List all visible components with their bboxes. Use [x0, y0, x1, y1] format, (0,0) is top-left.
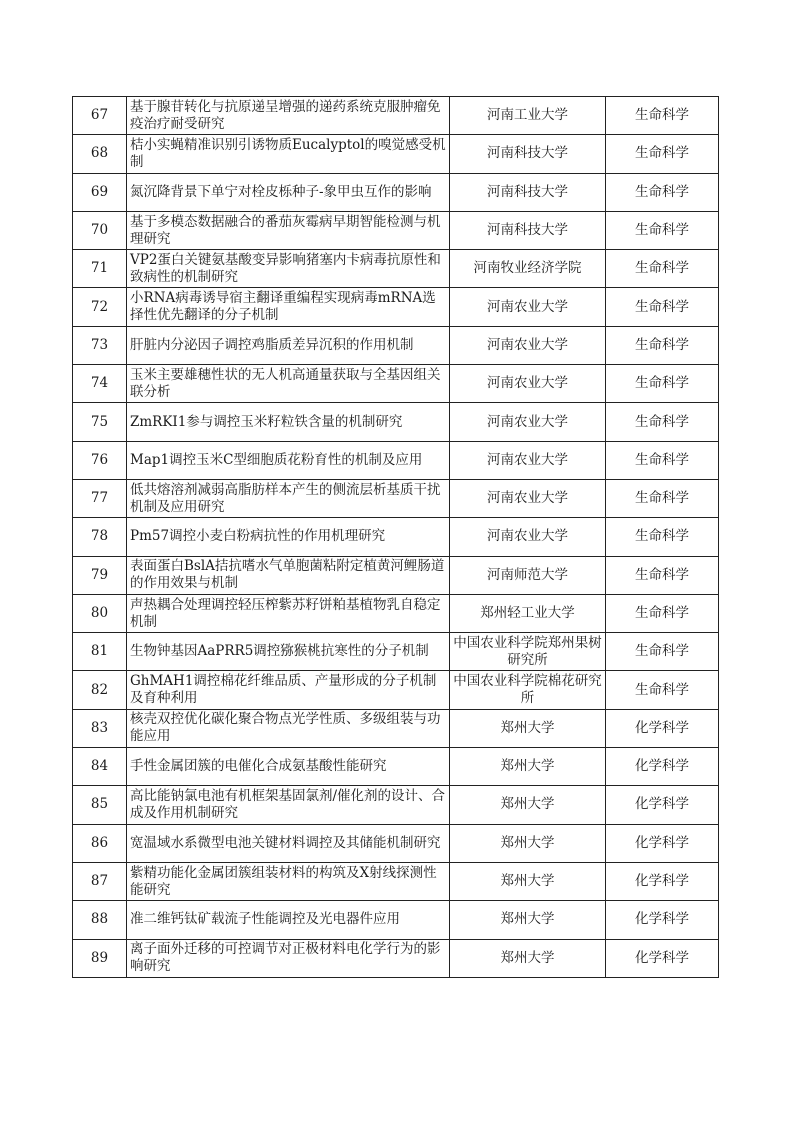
row-number: 69 [73, 173, 127, 211]
table-row [73, 365, 719, 403]
discipline: 化学科学 [606, 901, 719, 939]
institution: 河南科技大学 [450, 135, 606, 173]
institution: 河南农业大学 [450, 518, 606, 556]
row-number: 87 [73, 862, 127, 900]
row-number: 73 [73, 326, 127, 364]
table-row [73, 441, 719, 479]
project-title: 玉米主要雄穗性状的无人机高通量获取与全基因组关联分析 [127, 365, 450, 403]
table-row [73, 862, 719, 900]
project-title: 表面蛋白BslA拮抗嗜水气单胞菌粘附定植黄河鲤肠道的作用效果与机制 [127, 556, 450, 594]
project-title: 手性金属团簇的电催化合成氨基酸性能研究 [127, 748, 450, 786]
project-title: 小RNA病毒诱导宿主翻译重编程实现病毒mRNA选择性优先翻译的分子机制 [127, 288, 450, 326]
project-title: 高比能钠氯电池有机框架基固氯剂/催化剂的设计、合成及作用机制研究 [127, 786, 450, 824]
project-table [72, 96, 719, 978]
institution: 河南农业大学 [450, 365, 606, 403]
institution: 河南科技大学 [450, 211, 606, 249]
discipline: 化学科学 [606, 709, 719, 747]
project-title: Pm57调控小麦白粉病抗性的作用机理研究 [127, 518, 450, 556]
institution: 中国农业科学院郑州果树研究所 [450, 633, 606, 671]
table-row [73, 135, 719, 173]
row-number: 79 [73, 556, 127, 594]
institution: 郑州大学 [450, 824, 606, 862]
discipline: 生命科学 [606, 518, 719, 556]
table-row [73, 901, 719, 939]
table-row [73, 556, 719, 594]
discipline: 化学科学 [606, 786, 719, 824]
row-number: 86 [73, 824, 127, 862]
project-title: 基于腺苷转化与抗原递呈增强的递药系统克服肿瘤免疫治疗耐受研究 [127, 97, 450, 135]
discipline: 生命科学 [606, 211, 719, 249]
project-title: VP2蛋白关键氨基酸变异影响猪塞内卡病毒抗原性和致病性的机制研究 [127, 250, 450, 288]
discipline: 生命科学 [606, 556, 719, 594]
project-title: 桔小实蝇精准识别引诱物质Eucalyptol的嗅觉感受机制 [127, 135, 450, 173]
table-row [73, 518, 719, 556]
row-number: 80 [73, 594, 127, 632]
discipline: 化学科学 [606, 748, 719, 786]
table-row [73, 939, 719, 977]
institution: 河南牧业经济学院 [450, 250, 606, 288]
discipline: 生命科学 [606, 633, 719, 671]
table-row [73, 786, 719, 824]
project-title: 离子面外迁移的可控调节对正极材料电化学行为的影响研究 [127, 939, 450, 977]
project-title: 核壳双控优化碳化聚合物点光学性质、多级组装与功能应用 [127, 709, 450, 747]
row-number: 78 [73, 518, 127, 556]
institution: 中国农业科学院棉花研究所 [450, 671, 606, 709]
table-row [73, 748, 719, 786]
table-row [73, 211, 719, 249]
discipline: 生命科学 [606, 173, 719, 211]
row-number: 83 [73, 709, 127, 747]
institution: 河南科技大学 [450, 173, 606, 211]
discipline: 化学科学 [606, 824, 719, 862]
project-title: 紫精功能化金属团簇组装材料的构筑及X射线探测性能研究 [127, 862, 450, 900]
project-title: ZmRKI1参与调控玉米籽粒铁含量的机制研究 [127, 403, 450, 441]
row-number: 84 [73, 748, 127, 786]
project-title: 基于多模态数据融合的番茄灰霉病早期智能检测与机理研究 [127, 211, 450, 249]
institution: 郑州大学 [450, 786, 606, 824]
institution: 河南农业大学 [450, 326, 606, 364]
institution: 郑州大学 [450, 709, 606, 747]
discipline: 生命科学 [606, 250, 719, 288]
discipline: 生命科学 [606, 671, 719, 709]
institution: 河南农业大学 [450, 288, 606, 326]
table-row [73, 97, 719, 135]
institution: 郑州轻工业大学 [450, 594, 606, 632]
institution: 河南农业大学 [450, 479, 606, 517]
discipline: 化学科学 [606, 939, 719, 977]
row-number: 67 [73, 97, 127, 135]
institution: 郑州大学 [450, 939, 606, 977]
row-number: 89 [73, 939, 127, 977]
institution: 河南农业大学 [450, 403, 606, 441]
project-title: 宽温域水系微型电池关键材料调控及其储能机制研究 [127, 824, 450, 862]
row-number: 85 [73, 786, 127, 824]
discipline: 生命科学 [606, 403, 719, 441]
discipline: 化学科学 [606, 862, 719, 900]
table-row [73, 594, 719, 632]
discipline: 生命科学 [606, 97, 719, 135]
project-title: GhMAH1调控棉花纤维品质、产量形成的分子机制及育种利用 [127, 671, 450, 709]
table-row [73, 709, 719, 747]
row-number: 82 [73, 671, 127, 709]
row-number: 74 [73, 365, 127, 403]
table-row [73, 288, 719, 326]
project-title: Map1调控玉米C型细胞质花粉育性的机制及应用 [127, 441, 450, 479]
row-number: 75 [73, 403, 127, 441]
institution: 河南师范大学 [450, 556, 606, 594]
discipline: 生命科学 [606, 441, 719, 479]
table-row [73, 633, 719, 671]
institution: 河南农业大学 [450, 441, 606, 479]
table-row [73, 403, 719, 441]
project-title: 肝脏内分泌因子调控鸡脂质差异沉积的作用机制 [127, 326, 450, 364]
project-table-body [73, 97, 719, 978]
project-title: 低共熔溶剂减弱高脂肪样本产生的侧流层析基质干扰机制及应用研究 [127, 479, 450, 517]
table-row [73, 250, 719, 288]
table-row [73, 173, 719, 211]
discipline: 生命科学 [606, 326, 719, 364]
institution: 郑州大学 [450, 862, 606, 900]
table-row [73, 824, 719, 862]
institution: 郑州大学 [450, 748, 606, 786]
discipline: 生命科学 [606, 288, 719, 326]
row-number: 76 [73, 441, 127, 479]
discipline: 生命科学 [606, 594, 719, 632]
row-number: 71 [73, 250, 127, 288]
row-number: 88 [73, 901, 127, 939]
project-title: 生物钟基因AaPRR5调控猕猴桃抗寒性的分子机制 [127, 633, 450, 671]
institution: 河南工业大学 [450, 97, 606, 135]
row-number: 68 [73, 135, 127, 173]
row-number: 81 [73, 633, 127, 671]
project-title: 声热耦合处理调控轻压榨紫苏籽饼粕基植物乳自稳定机制 [127, 594, 450, 632]
institution: 郑州大学 [450, 901, 606, 939]
discipline: 生命科学 [606, 135, 719, 173]
row-number: 72 [73, 288, 127, 326]
discipline: 生命科学 [606, 479, 719, 517]
row-number: 77 [73, 479, 127, 517]
table-row [73, 479, 719, 517]
row-number: 70 [73, 211, 127, 249]
discipline: 生命科学 [606, 365, 719, 403]
table-row [73, 326, 719, 364]
table-row [73, 671, 719, 709]
project-title: 氮沉降背景下单宁对栓皮栎种子-象甲虫互作的影响 [127, 173, 450, 211]
project-title: 准二维钙钛矿载流子性能调控及光电器件应用 [127, 901, 450, 939]
